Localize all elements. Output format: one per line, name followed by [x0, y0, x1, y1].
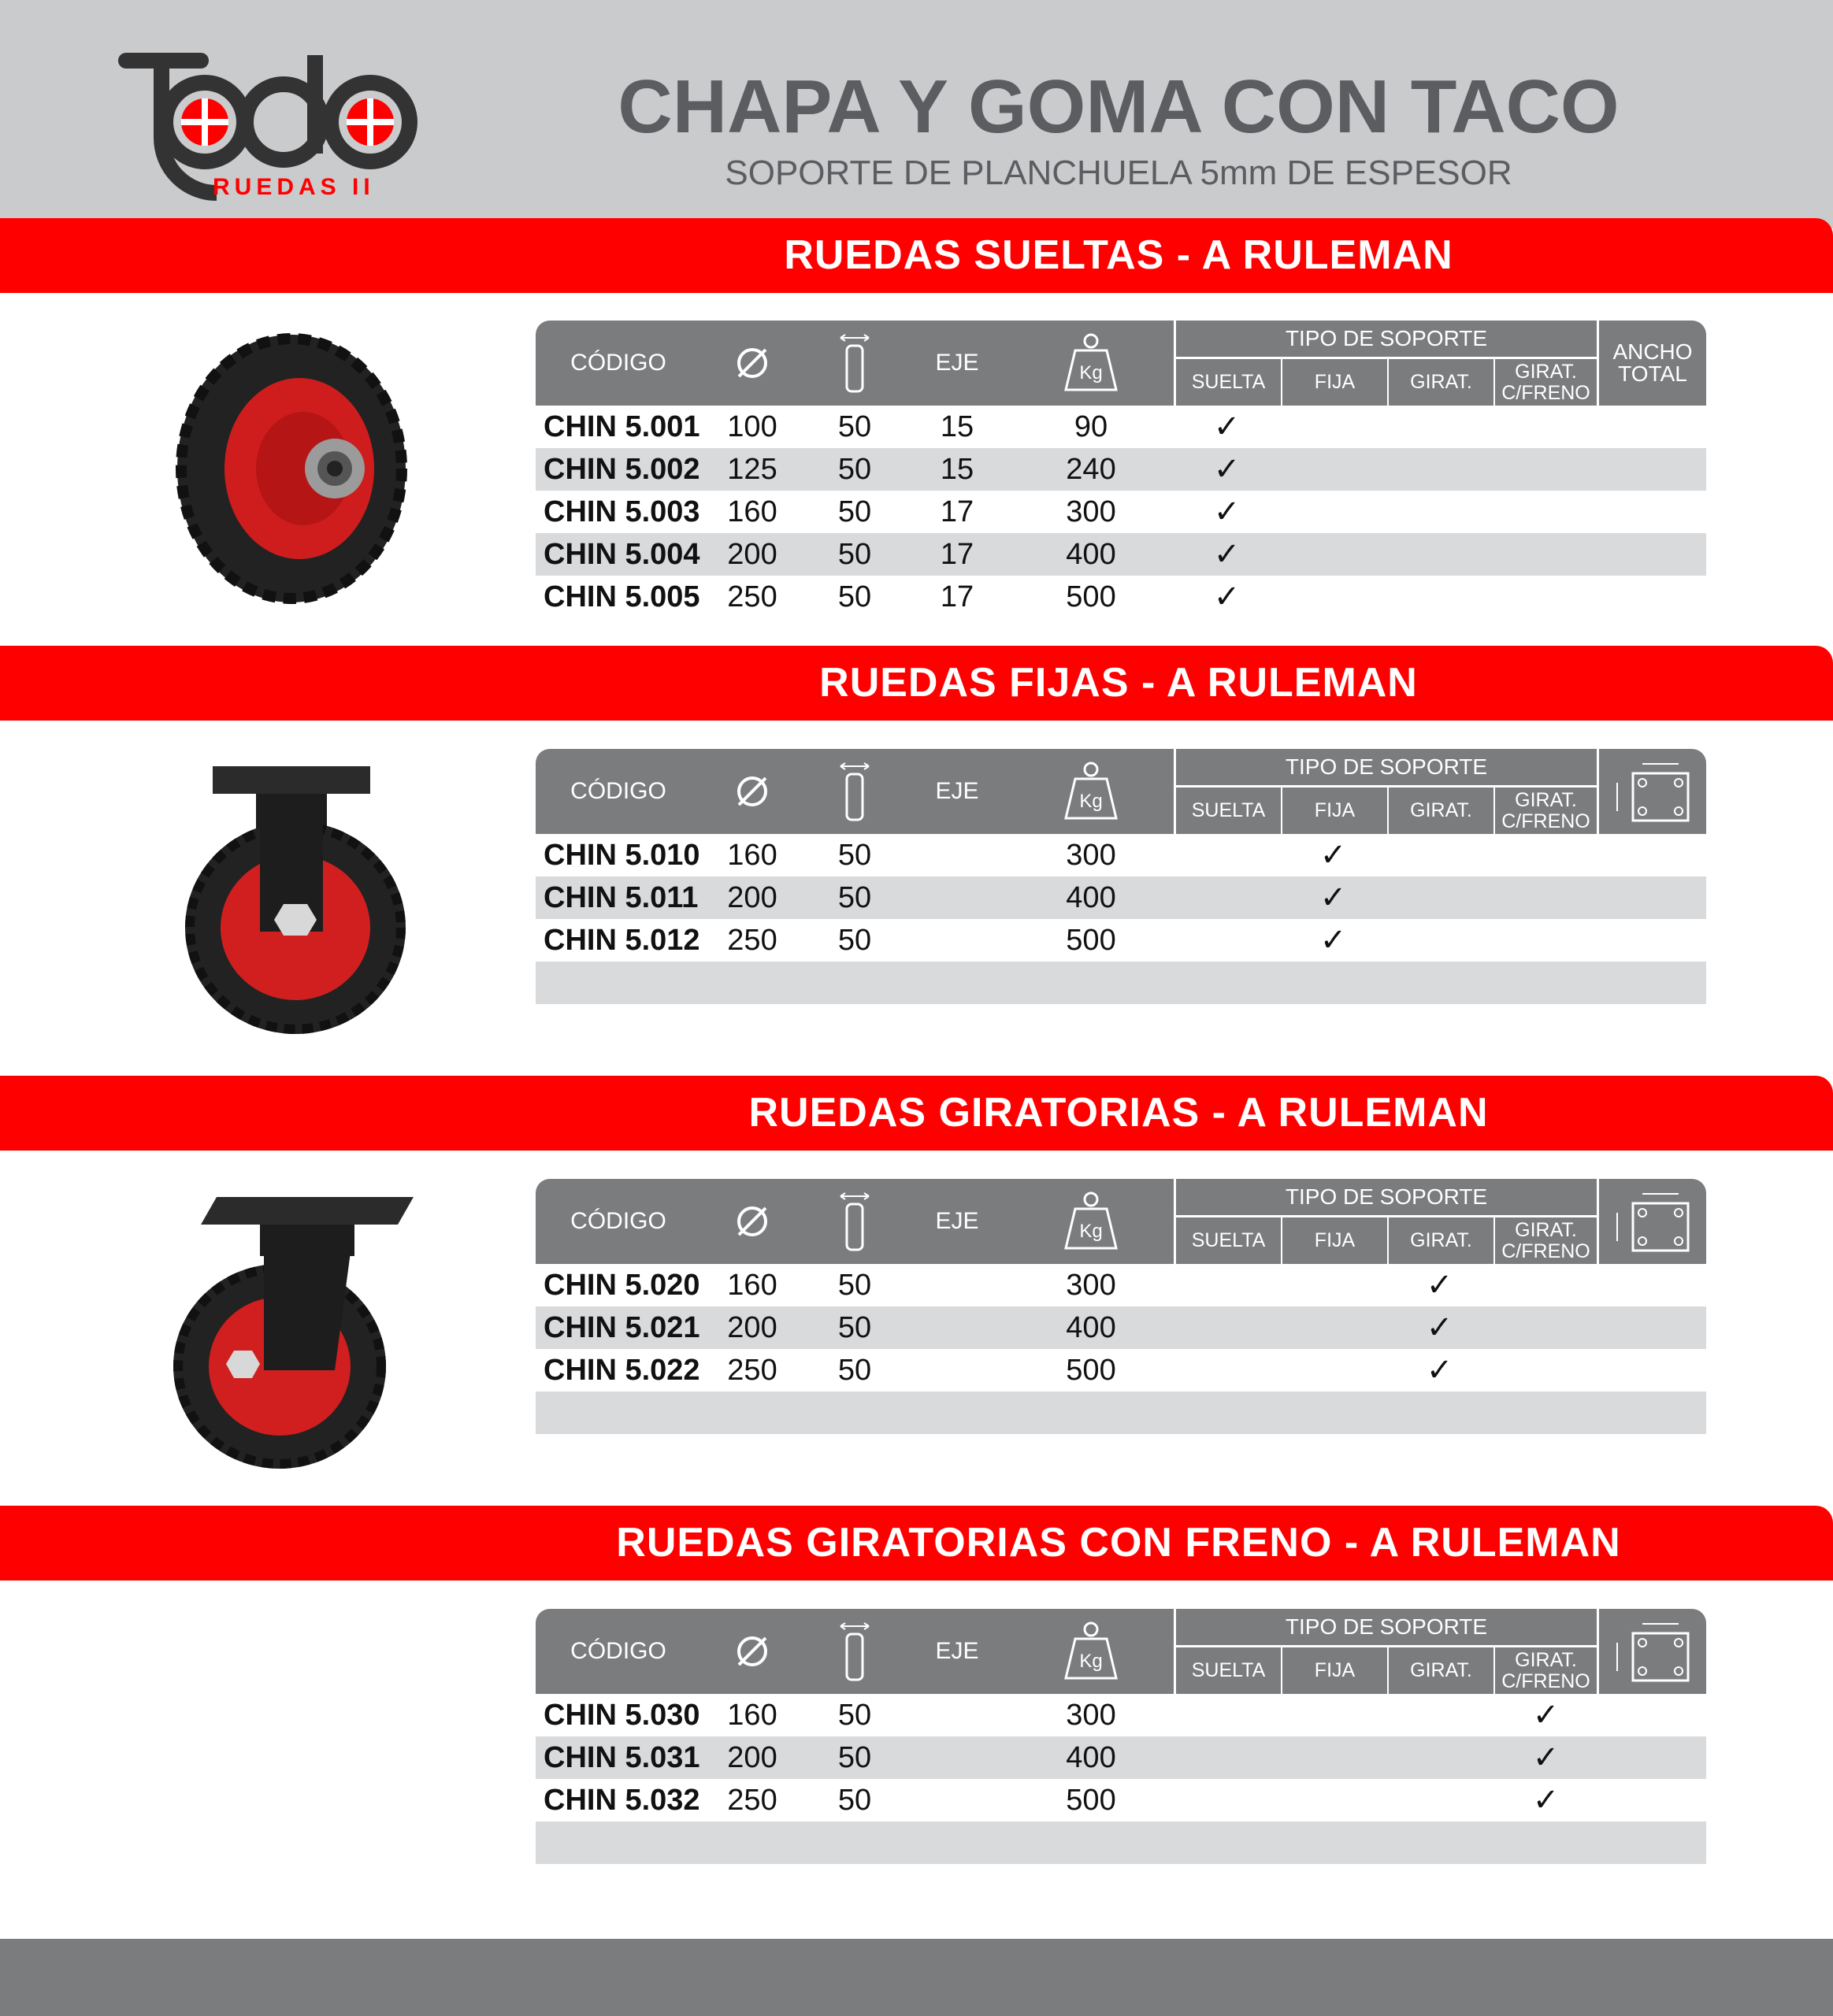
cell-width: 50	[837, 1699, 872, 1732]
cell-code: CHIN 5.005	[544, 580, 700, 613]
header-girat-freno: GIRAT. C/FRENO	[1501, 789, 1590, 832]
cell-diam: 250	[727, 1354, 777, 1387]
logo-text: RUEDAS II	[213, 174, 375, 200]
header-eje: EJE	[935, 1208, 979, 1234]
section-band-sueltas	[0, 218, 1833, 293]
page-footer	[0, 1939, 1833, 2016]
cell-kg: 500	[1066, 1354, 1116, 1387]
width-icon	[803, 749, 906, 834]
check-mark: ✓	[1319, 880, 1347, 915]
table-row	[536, 1349, 1706, 1392]
table-row-empty	[536, 1821, 1706, 1864]
cell-diam: 250	[727, 1784, 777, 1817]
tipo-soporte-group	[1174, 1609, 1599, 1694]
check-mark: ✓	[1213, 580, 1241, 614]
header-codigo: CÓDIGO	[570, 1208, 666, 1234]
cell-kg: 90	[1074, 410, 1108, 443]
cell-code: CHIN 5.011	[544, 881, 699, 914]
check-mark: ✓	[1213, 410, 1241, 444]
cell-diam: 160	[727, 839, 777, 872]
cell-eje: 17	[940, 495, 974, 528]
weight-unit: Kg	[1079, 791, 1103, 812]
cell-width: 50	[837, 410, 872, 443]
cell-diam: 100	[727, 410, 777, 443]
header-tipo-soporte: TIPO DE SOPORTE	[1176, 1179, 1597, 1217]
cell-kg: 300	[1066, 1699, 1116, 1732]
table-row	[536, 491, 1706, 533]
page-header	[0, 0, 1833, 228]
check-mark: ✓	[1426, 1310, 1453, 1345]
header-girat: GIRAT.	[1389, 788, 1495, 834]
todo-ruedas-logo	[118, 43, 433, 209]
tipo-soporte-group	[1174, 321, 1599, 406]
table-row	[536, 1779, 1706, 1821]
table-row	[536, 1694, 1706, 1736]
table-sueltas	[536, 321, 1706, 618]
cell-width: 50	[837, 924, 872, 957]
table-giratorias-freno	[536, 1609, 1706, 1864]
header-tipo-soporte: TIPO DE SOPORTE	[1176, 1609, 1597, 1647]
cell-kg: 400	[1066, 538, 1116, 571]
diameter-icon	[701, 749, 803, 834]
table-row	[536, 533, 1706, 576]
section-band-giratorias-freno	[0, 1506, 1833, 1581]
section-band-giratorias	[0, 1076, 1833, 1151]
cell-width: 50	[837, 453, 872, 486]
table-giratorias	[536, 1179, 1706, 1434]
cell-diam: 125	[727, 453, 777, 486]
weight-icon	[1008, 1609, 1174, 1694]
header-suelta: SUELTA	[1176, 1647, 1282, 1694]
table-header	[536, 1609, 1706, 1694]
check-mark: ✓	[1213, 537, 1241, 572]
check-mark: ✓	[1319, 923, 1347, 958]
weight-icon	[1008, 749, 1174, 834]
header-girat: GIRAT.	[1389, 359, 1495, 406]
cell-kg: 400	[1066, 1741, 1116, 1774]
cell-eje: 17	[940, 538, 974, 571]
plate-dimensions-icon	[1599, 1609, 1706, 1694]
plate-dimensions-icon	[1599, 749, 1706, 834]
table-row	[536, 1264, 1706, 1306]
header-suelta: SUELTA	[1176, 788, 1282, 834]
table-row	[536, 1306, 1706, 1349]
width-icon	[803, 1609, 906, 1694]
table-fijas	[536, 749, 1706, 1004]
section-title: RUEDAS FIJAS - A RULEMAN	[819, 660, 1418, 706]
cell-code: CHIN 5.003	[544, 495, 700, 528]
check-mark: ✓	[1532, 1783, 1560, 1818]
cell-diam: 200	[727, 538, 777, 571]
cell-width: 50	[837, 538, 872, 571]
cell-width: 50	[837, 495, 872, 528]
cell-diam: 160	[727, 1269, 777, 1302]
table-row	[536, 919, 1706, 962]
cell-code: CHIN 5.004	[544, 538, 700, 571]
header-tipo-soporte: TIPO DE SOPORTE	[1176, 321, 1597, 359]
table-row	[536, 576, 1706, 618]
table-header	[536, 321, 1706, 406]
plate-dimensions-icon	[1599, 1179, 1706, 1264]
cell-kg: 400	[1066, 881, 1116, 914]
weight-icon	[1008, 321, 1174, 406]
cell-kg: 500	[1066, 580, 1116, 613]
cell-diam: 160	[727, 1699, 777, 1732]
cell-diam: 200	[727, 881, 777, 914]
cell-kg: 300	[1066, 495, 1116, 528]
header-fija: FIJA	[1282, 1647, 1389, 1694]
header-fija: FIJA	[1282, 1217, 1389, 1264]
header-girat: GIRAT.	[1389, 1217, 1495, 1264]
check-mark: ✓	[1426, 1353, 1453, 1388]
cell-code: CHIN 5.031	[544, 1741, 700, 1774]
header-codigo: CÓDIGO	[570, 778, 666, 804]
header-fija: FIJA	[1282, 788, 1389, 834]
cell-width: 50	[837, 881, 872, 914]
section-title: RUEDAS GIRATORIAS CON FRENO - A RULEMAN	[616, 1520, 1621, 1566]
cell-kg: 500	[1066, 1784, 1116, 1817]
table-row	[536, 448, 1706, 491]
table-row	[536, 406, 1706, 448]
cell-diam: 250	[727, 580, 777, 613]
swivel-caster-image	[169, 1189, 421, 1473]
cell-eje: 15	[940, 453, 974, 486]
tipo-soporte-group	[1174, 749, 1599, 834]
cell-eje: 17	[940, 580, 974, 613]
check-mark: ✓	[1213, 495, 1241, 529]
cell-kg: 240	[1066, 453, 1116, 486]
cell-diam: 160	[727, 495, 777, 528]
header-suelta: SUELTA	[1176, 359, 1282, 406]
cell-width: 50	[837, 1784, 872, 1817]
cell-code: CHIN 5.010	[544, 839, 700, 872]
section-title: RUEDAS GIRATORIAS - A RULEMAN	[748, 1090, 1489, 1136]
cell-kg: 300	[1066, 839, 1116, 872]
cell-diam: 200	[727, 1741, 777, 1774]
width-icon	[803, 321, 906, 406]
cell-code: CHIN 5.002	[544, 453, 700, 486]
header-suelta: SUELTA	[1176, 1217, 1282, 1264]
page-subtitle: SOPORTE DE PLANCHUELA 5mm DE ESPESOR	[725, 154, 1512, 192]
table-row-empty	[536, 962, 1706, 1004]
table-row	[536, 834, 1706, 876]
page-title: CHAPA Y GOMA CON TACO	[618, 65, 1620, 149]
header-codigo: CÓDIGO	[570, 350, 666, 376]
section-title: RUEDAS SUELTAS - A RULEMAN	[784, 232, 1453, 278]
cell-diam: 200	[727, 1311, 777, 1344]
fixed-caster-image	[181, 762, 410, 1038]
diameter-icon	[701, 1179, 803, 1264]
cell-code: CHIN 5.022	[544, 1354, 700, 1387]
header-ancho-total: ANCHO TOTAL	[1612, 339, 1693, 386]
check-mark: ✓	[1532, 1740, 1560, 1775]
cell-code: CHIN 5.030	[544, 1699, 700, 1732]
cell-width: 50	[837, 1741, 872, 1774]
cell-width: 50	[837, 580, 872, 613]
header-tipo-soporte: TIPO DE SOPORTE	[1176, 749, 1597, 788]
cell-width: 50	[837, 1311, 872, 1344]
cell-kg: 400	[1066, 1311, 1116, 1344]
cell-code: CHIN 5.020	[544, 1269, 700, 1302]
header-eje: EJE	[935, 778, 979, 804]
weight-icon	[1008, 1179, 1174, 1264]
cell-code: CHIN 5.012	[544, 924, 700, 957]
cell-code: CHIN 5.001	[544, 410, 700, 443]
cell-width: 50	[837, 1269, 872, 1302]
check-mark: ✓	[1213, 452, 1241, 487]
cell-code: CHIN 5.032	[544, 1784, 700, 1817]
table-row	[536, 876, 1706, 919]
header-fija: FIJA	[1282, 359, 1389, 406]
cell-width: 50	[837, 1354, 872, 1387]
tipo-soporte-group	[1174, 1179, 1599, 1264]
cell-kg: 300	[1066, 1269, 1116, 1302]
table-row-empty	[536, 1392, 1706, 1434]
check-mark: ✓	[1532, 1698, 1560, 1732]
header-codigo: CÓDIGO	[570, 1638, 666, 1664]
check-mark: ✓	[1319, 838, 1347, 873]
weight-unit: Kg	[1079, 1651, 1103, 1672]
header-girat-freno: GIRAT. C/FRENO	[1501, 1219, 1590, 1262]
table-header	[536, 749, 1706, 834]
table-header	[536, 1179, 1706, 1264]
header-eje: EJE	[935, 350, 979, 376]
check-mark: ✓	[1426, 1268, 1453, 1303]
header-girat-freno: GIRAT. C/FRENO	[1501, 361, 1590, 404]
cell-diam: 250	[727, 924, 777, 957]
header-girat-freno: GIRAT. C/FRENO	[1501, 1649, 1590, 1692]
cell-width: 50	[837, 839, 872, 872]
weight-unit: Kg	[1079, 362, 1103, 384]
diameter-icon	[701, 321, 803, 406]
section-band-fijas	[0, 646, 1833, 721]
weight-unit: Kg	[1079, 1221, 1103, 1242]
width-icon	[803, 1179, 906, 1264]
diameter-icon	[701, 1609, 803, 1694]
table-row	[536, 1736, 1706, 1779]
cell-kg: 500	[1066, 924, 1116, 957]
header-girat: GIRAT.	[1389, 1647, 1495, 1694]
loose-wheel-image	[173, 331, 410, 606]
cell-code: CHIN 5.021	[544, 1311, 700, 1344]
header-eje: EJE	[935, 1638, 979, 1664]
cell-eje: 15	[940, 410, 974, 443]
